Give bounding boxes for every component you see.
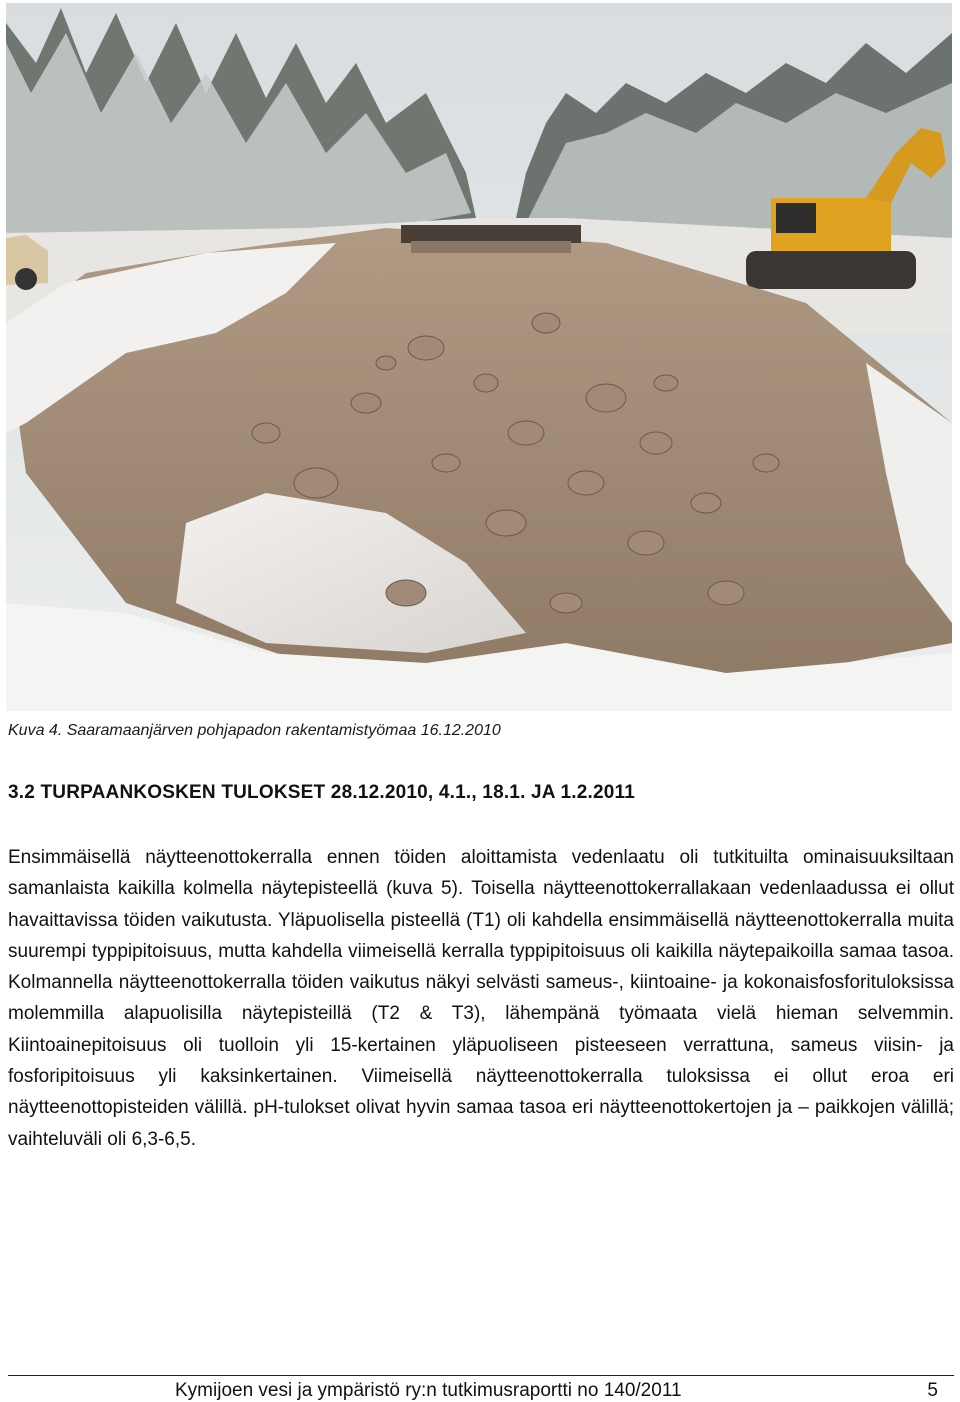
body-paragraph: Ensimmäisellä näytteenottokerralla ennen töiden aloittamista vedenlaatu oli tutkituilta ominaisuuksiltaan samanlaista kaikilla kolmella näytepisteellä (kuva 5). Toisella näytteenottokerrallakaan vedenlaadussa ei ollut havaittavissa töiden vaikutusta. Yläpuolisella pisteellä (T1) oli kahdella ensimmäisellä näytteenottokerralla muita suurempi typpipitoisuus, mutta kahdella viimeisellä kerralla typpipitoisuus oli kaikilla näytepaikoilla samaa tasoa. Kolmannella näytteenottokerralla töiden vaikutus näkyi selvästi sameus-, kiintoaine- ja kokonaisfosforituloksissa molemmilla alapuolisilla näytepisteillä (T2 & T3), lähempänä työmaata vielä hieman selvemmin. Kiintoainepitoisuus oli tuolloin yli 15-kertainen yläpuoliseen pisteeseen verrattuna, sameus viisin- ja fosforipitoisuus yli kaksinkertainen. Viimeisellä näytteenottokerralla tuloksissa ei ollut eroa eri näytteenottopisteiden välillä. pH-tulokset olivat hyvin samaa tasoa eri näytteenottokertojen ja – paikkojen välillä; vaihteluväli oli 6,3-6,5. bbox=[8, 847, 954, 1150]
figure-caption: Kuva 4. Saaramaanjärven pohjapadon rakentamistyömaa 16.12.2010 bbox=[8, 722, 501, 739]
footer-divider bbox=[8, 1375, 954, 1376]
section-heading: 3.2 TURPAANKOSKEN TULOKSET 28.12.2010, 4.1., 18.1. JA 1.2.2011 bbox=[8, 782, 636, 803]
page-number: 5 bbox=[927, 1380, 938, 1401]
footer-title: Kymijoen vesi ja ympäristö ry:n tutkimusraportti no 140/2011 bbox=[175, 1380, 682, 1401]
construction-site-photo bbox=[6, 3, 952, 711]
